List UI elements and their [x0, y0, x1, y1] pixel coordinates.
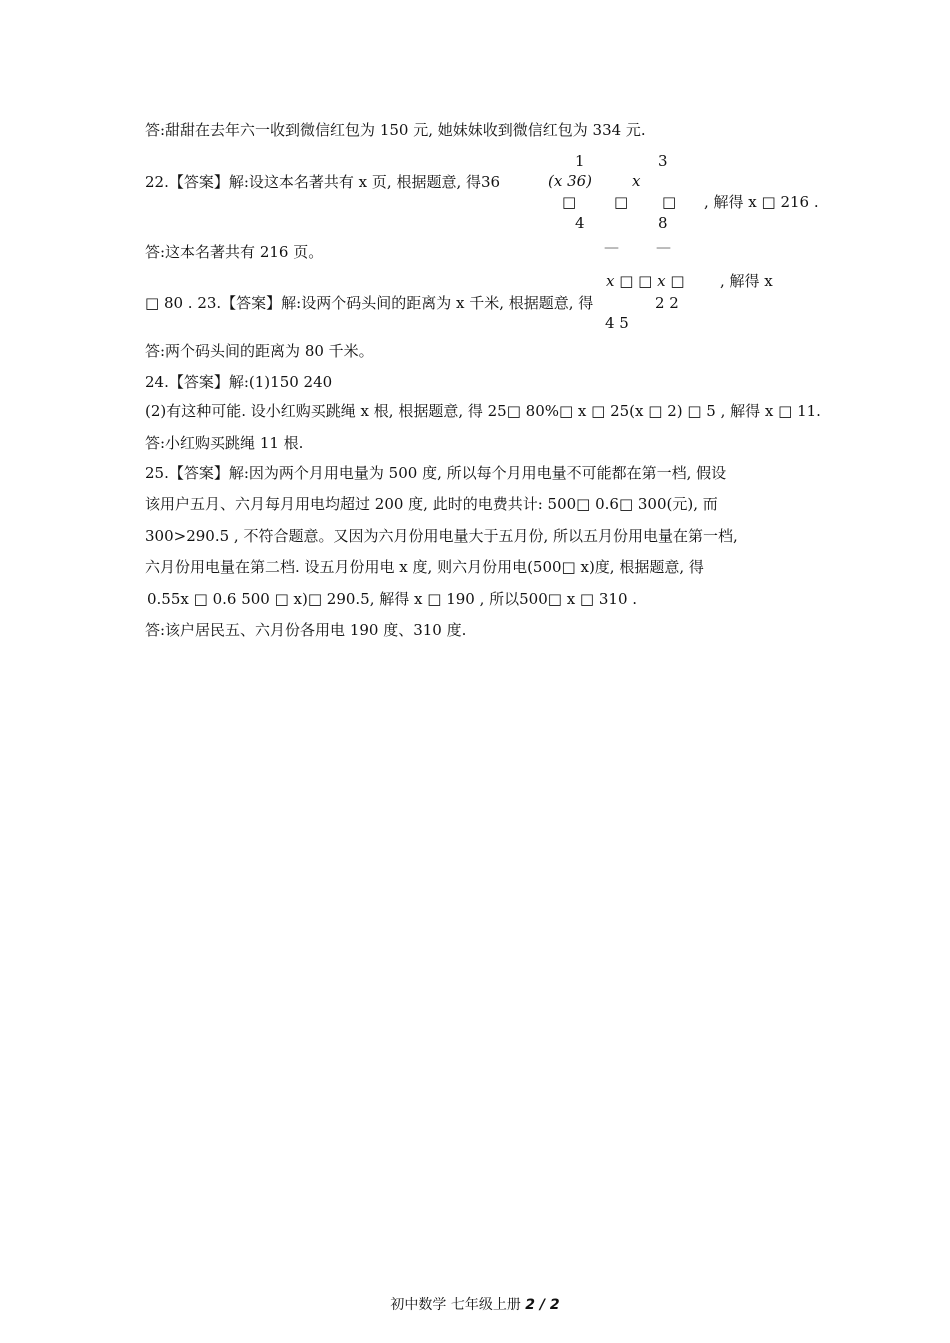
eq22-parenthesis: (x 36)	[548, 172, 593, 190]
page-footer	[0, 1296, 950, 1314]
footer-course-title: 初中数学 七年级上册	[390, 1297, 526, 1313]
eq22-result: , 解得 x □ 216 .	[704, 193, 819, 211]
footer-page-number: 2 / 2	[525, 1297, 560, 1313]
line-22-solution: 22.【答案】解:设这本名著共有 x 页, 根据题意, 得36	[145, 173, 501, 191]
eq23-subscripts: 2 2	[655, 294, 679, 312]
eq22-x: x	[632, 172, 641, 190]
line-25-solution-1: 25.【答案】解:因为两个月用电量为 500 度, 所以每个月用电量不可能都在第一档, 假设	[145, 464, 727, 482]
line-25-solution-4: 六月份用电量在第二档. 设五月份用电 x 度, 则六月份用电(500□ x)度, 根据题意, 得	[145, 558, 704, 576]
eq23-numerator: x □ □ x □	[606, 272, 685, 290]
line-24-answer: 答:小红购买跳绳 11 根.	[145, 434, 304, 452]
line-25-answer: 答:该户居民五、六月份各用电 190 度、310 度.	[145, 621, 467, 639]
line-25-solution-2: 该用户五月、六月每月用电均超过 200 度, 此时的电费共计: 500□ 0.6□ 300(元), 而	[145, 495, 718, 513]
line-24-part2: (2)有这种可能. 设小红购买跳绳 x 根, 根据题意, 得 25□ 80%□ x □ 25(x □ 2) □ 5 , 解得 x □ 11.	[145, 402, 821, 420]
line-25-solution-3: 300>290.5 , 不符合题意。又因为六月份用电量大于五月份, 所以五月份用电量在第一档,	[145, 527, 738, 545]
line-25-solution-5: 0.55x □ 0.6 500 □ x)□ 290.5, 解得 x □ 190 , 所以500□ x □ 310 .	[147, 590, 638, 608]
line-24-part1: 24.【答案】解:(1)150 240	[145, 373, 333, 391]
eq23-fraction-bar-1: —	[604, 238, 619, 256]
eq22-denominator-2: 8	[658, 214, 668, 232]
eq23-denominators: 4 5	[605, 314, 629, 332]
line-21-answer: 答:甜甜在去年六一收到微信红包为 150 元, 她妹妹收到微信红包为 334 元.	[145, 121, 646, 139]
eq22-box-2: □	[614, 193, 629, 211]
eq23-fraction-bar-2: —	[656, 238, 671, 256]
eq22-box-1: □	[562, 193, 577, 211]
line-23-solution: □ 80 . 23.【答案】解:设两个码头间的距离为 x 千米, 根据题意, 得	[145, 294, 594, 312]
eq22-numerator-2: 3	[658, 152, 668, 170]
eq22-box-3: □	[662, 193, 677, 211]
eq23-result: , 解得 x	[720, 272, 773, 290]
eq22-numerator-1: 1	[575, 152, 585, 170]
line-23-answer: 答:两个码头间的距离为 80 千米。	[145, 342, 374, 360]
eq22-denominator-1: 4	[575, 214, 585, 232]
line-22-answer: 答:这本名著共有 216 页。	[145, 243, 324, 261]
